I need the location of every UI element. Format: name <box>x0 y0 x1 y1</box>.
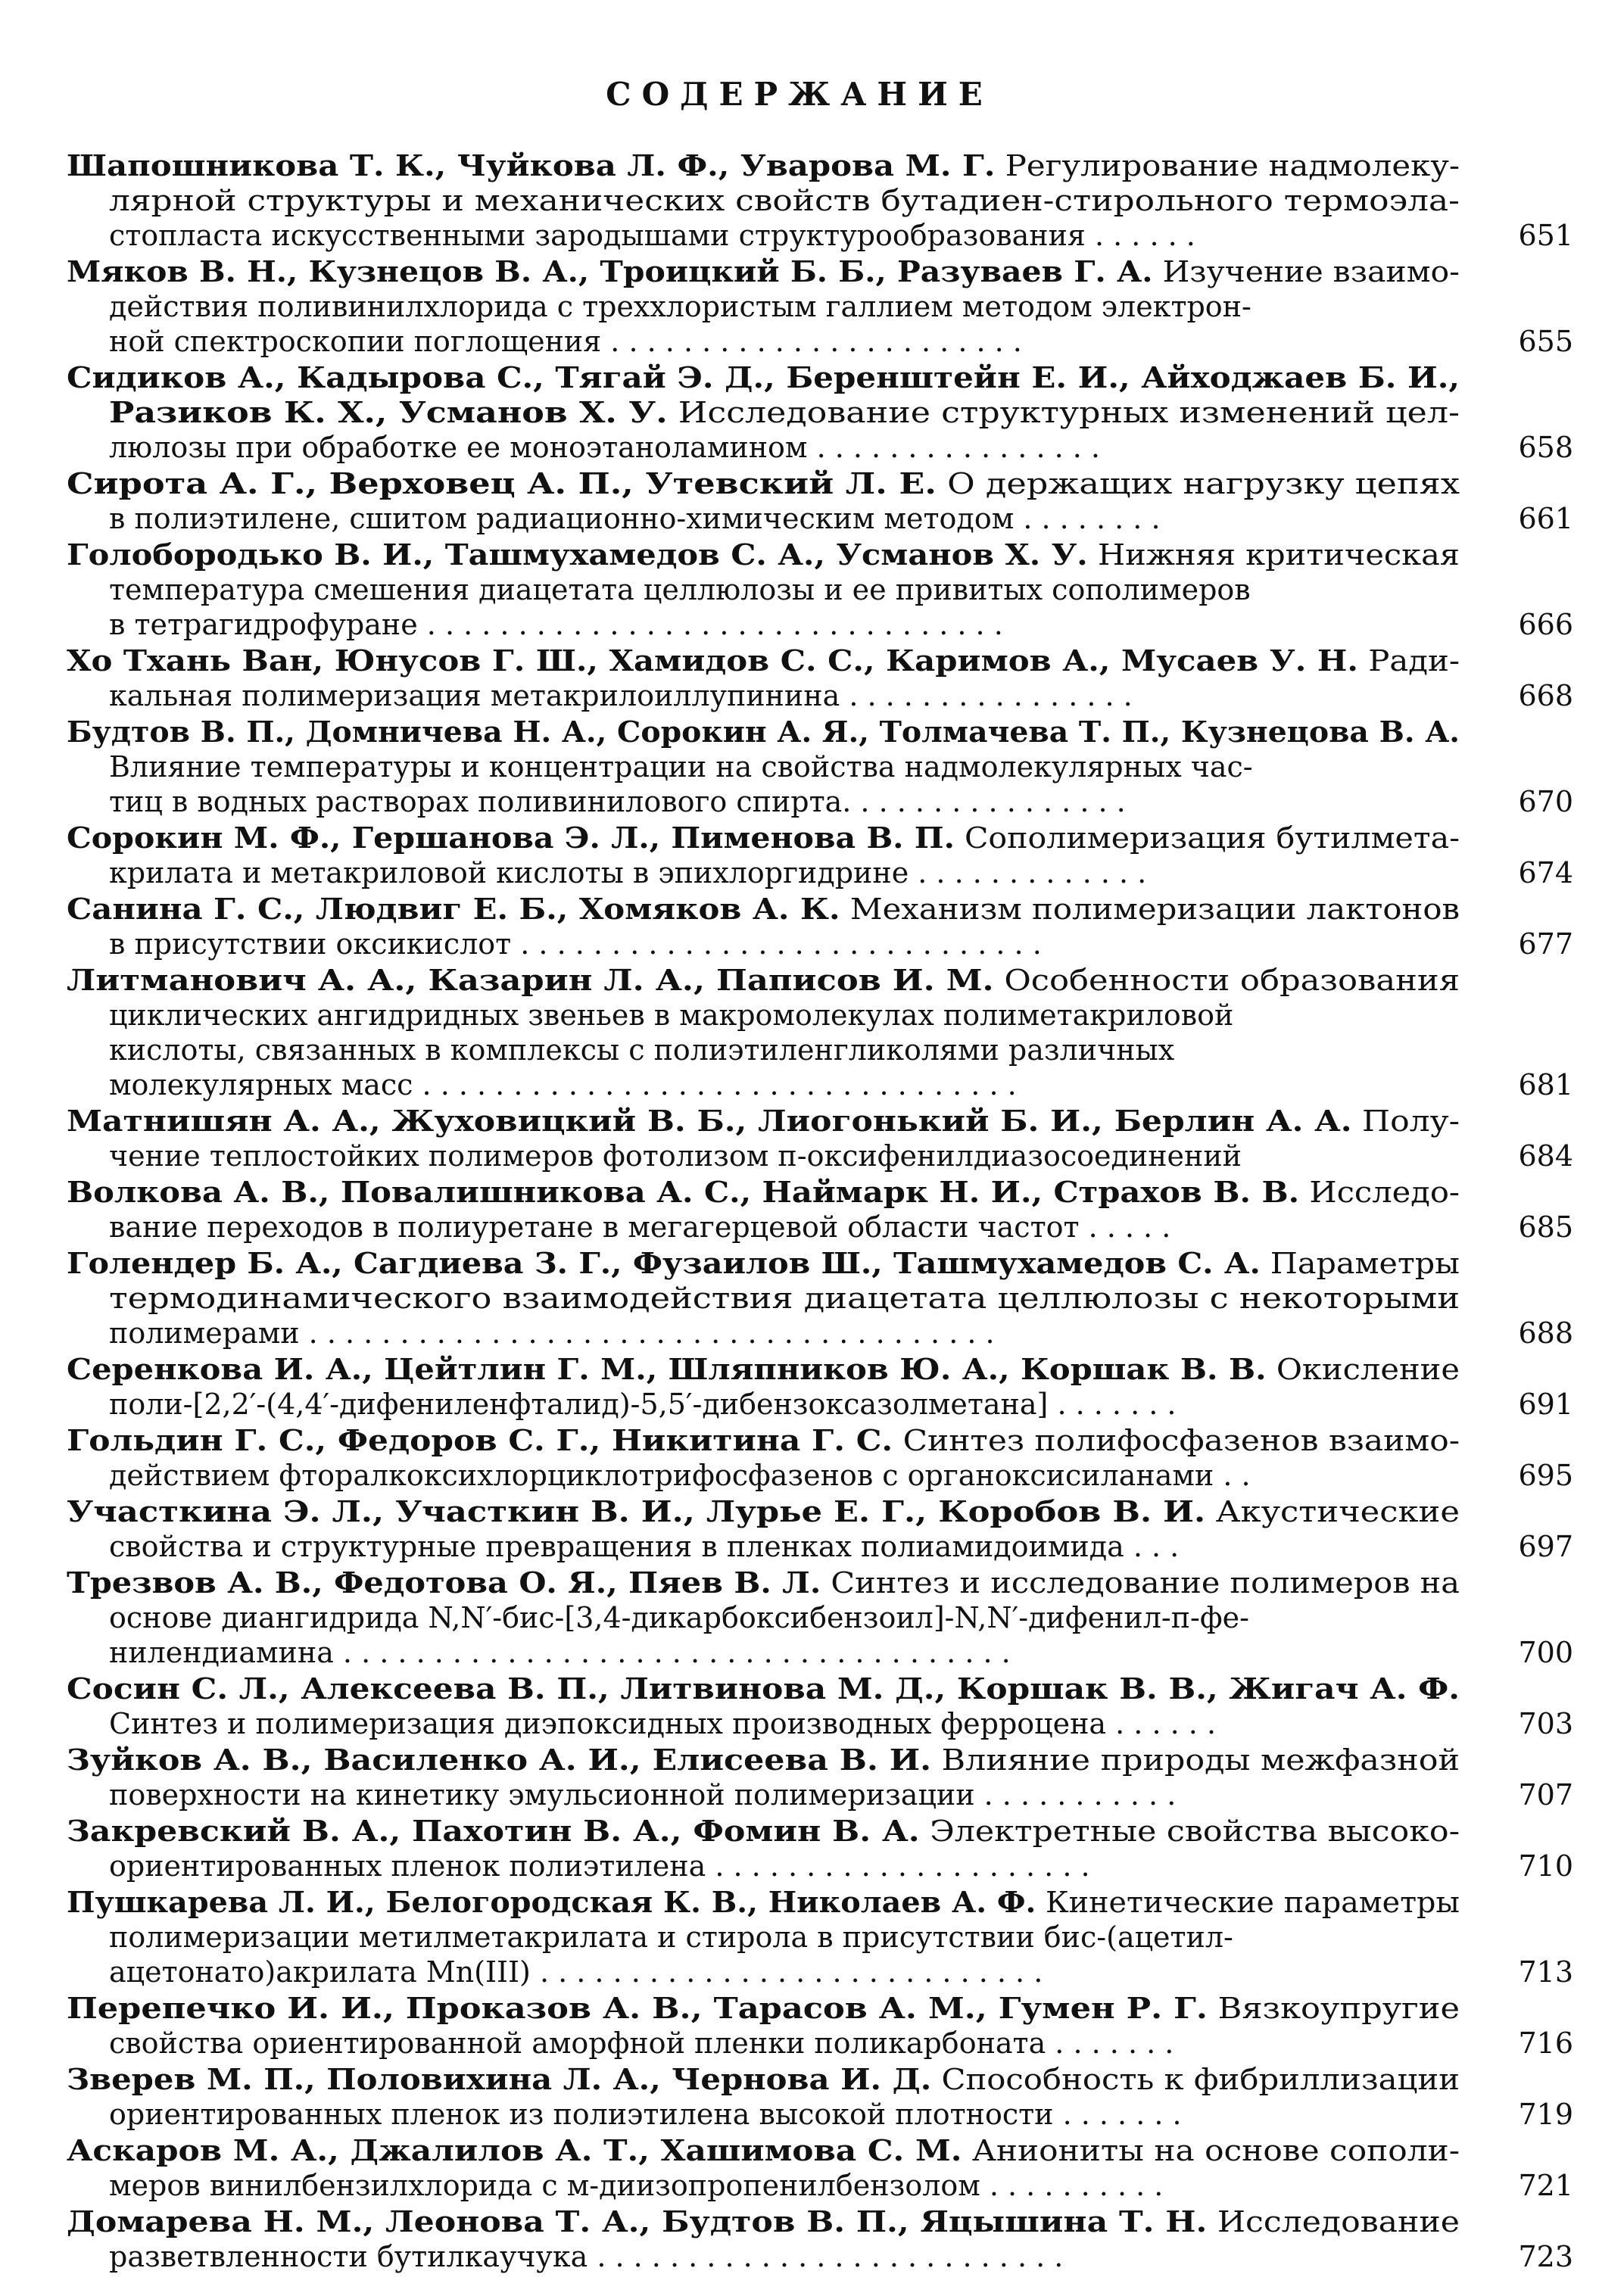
toc-entry-authors: Сидиков А., Кадырова С., Тягай Э. Д., Беренштейн Е. И., Айходжаев Б. И., <box>67 360 1460 394</box>
toc-entry-line-text <box>67 1494 1460 1529</box>
toc-entry-authors: Санина Г. С., Людвиг Е. Б., Хомяков А. К. <box>67 892 840 926</box>
toc-entry-line <box>67 678 1573 713</box>
toc-entry-title-text: температура смешения диацетата целлюлозы и ее привитых сополимеров <box>109 573 1251 606</box>
toc-entry-authors: Сорокин М. Ф., Гершанова Э. Л., Пименова В. П. <box>67 821 955 855</box>
toc-entry-line-text <box>109 1316 995 1350</box>
toc-entry-authors: Матнишян А. А., Жуховицкий В. Б., Лиогонький Б. И., Берлин А. А. <box>67 1104 1352 1138</box>
toc-entry <box>67 1565 1573 1670</box>
toc-entry-line-text <box>67 643 1460 678</box>
toc-page-number: 710 <box>1518 1849 1573 1883</box>
toc-entry-line <box>67 289 1573 324</box>
toc-entry-title-text: ной спектроскопии поглощения . . . . . . . . . . . . . . . . . . . . . . . <box>109 325 1022 358</box>
toc-entry-line <box>67 1743 1573 1777</box>
toc-entry-title-text: Механизм полимеризации лактонов <box>840 893 1460 926</box>
toc-entry-title-text: ориентированных пленок полиэтилена . . . . . . . . . . . . . . . . . . . . . <box>109 1849 1090 1883</box>
toc-entry-line <box>67 1458 1573 1493</box>
toc-entry-line <box>67 1352 1573 1387</box>
toc-entry-line-text <box>109 1281 1460 1316</box>
toc-entry-title-text: Кинетические параметры <box>1036 1886 1460 1919</box>
toc-entry-line <box>67 607 1573 642</box>
toc-entry-title-text: Влияние температуры и концентрации на свойства надмолекулярных час- <box>109 750 1253 784</box>
toc-entry-line-text <box>67 892 1460 927</box>
toc-entry-title-text: Акустические <box>1205 1495 1460 1528</box>
toc-entry-line <box>67 183 1573 218</box>
toc-entry-title-text: Синтез и полимеризация диэпоксидных производных ферроцена . . . . . . <box>109 1707 1217 1740</box>
toc-page-number: 707 <box>1518 1778 1573 1812</box>
toc-entry-line-text <box>67 2133 1460 2168</box>
toc-entry-line-text <box>67 1423 1460 1458</box>
toc-entry-line-text <box>109 1458 1251 1493</box>
toc-entry-line <box>67 537 1573 572</box>
toc-entry-line-text <box>67 1352 1460 1387</box>
toc-entry-authors: Зуйков А. В., Василенко А. И., Елисеева В. И. <box>67 1743 932 1777</box>
toc-entry-line <box>67 466 1573 501</box>
toc-entry <box>67 2133 1573 2203</box>
toc-entry-line <box>67 1600 1573 1635</box>
toc-entry-line-text <box>67 1104 1460 1139</box>
toc-entry-line <box>67 1175 1573 1210</box>
toc-entry-title-text: циклических ангидридных звеньев в макромолекулах полиметакриловой <box>109 998 1234 1032</box>
toc-entry-line-text <box>109 678 1133 713</box>
toc-entry-line-text <box>109 289 1251 324</box>
toc-entry-line <box>67 2026 1573 2061</box>
toc-page-number: 670 <box>1518 785 1573 818</box>
toc-entry-line <box>67 1955 1573 1989</box>
toc-page-number: 695 <box>1518 1459 1573 1492</box>
toc-entry <box>67 1246 1573 1350</box>
toc-entry-line-text <box>67 821 1460 855</box>
toc-entry-line-text <box>67 148 1460 183</box>
toc-entry-authors: Перепечко И. И., Проказов А. В., Тарасов А. М., Гумен Р. Г. <box>67 1991 1208 2025</box>
toc-entry <box>67 821 1573 890</box>
toc-entry-title-text: Исследо- <box>1299 1176 1460 1209</box>
toc-entry-line <box>67 1814 1573 1849</box>
toc-entry <box>67 892 1573 961</box>
toc-entry-line-text <box>109 927 1042 961</box>
toc-entry-line <box>67 218 1573 253</box>
toc-entry-line-text <box>109 1139 1242 1173</box>
toc-page-number: 674 <box>1518 856 1573 889</box>
toc-entry-line-text <box>109 2239 1063 2274</box>
toc-entry-title-text: кальная полимеризация метакрилоиллупинина . . . . . . . . . . . . . . . . <box>109 679 1133 712</box>
toc-entry-title-text: О держащих нагрузку цепях <box>936 467 1460 500</box>
toc-entry-line-text <box>109 855 1146 890</box>
toc-entry-line <box>67 784 1573 819</box>
toc-entry-line-text <box>67 360 1460 395</box>
toc-entry-line <box>67 430 1573 465</box>
toc-entry-line <box>67 254 1573 289</box>
toc-entry-authors: Закревский В. А., Пахотин В. А., Фомин В. А. <box>67 1814 920 1848</box>
toc-entry <box>67 2062 1573 2132</box>
toc-entry-line-text <box>109 1955 1043 1989</box>
toc-entry-line <box>67 501 1573 536</box>
toc-page-number: 651 <box>1518 219 1573 252</box>
toc-entry-title-text: нилендиамина . . . . . . . . . . . . . . . . . . . . . . . . . . . . . . . . . . . . . <box>109 1636 1011 1669</box>
toc-entry-title-text: поверхности на кинетику эмульсионной полимеризации . . . . . . . . . . . <box>109 1778 1177 1812</box>
toc-entry-authors: Гольдин Г. С., Федоров С. Г., Никитина Г. С. <box>67 1423 893 1457</box>
toc-entry-title-text: люлозы при обработке ее моноэтаноламином . . . . . . . . . . . . . . . . <box>109 431 1101 464</box>
toc-entry-line <box>67 324 1573 359</box>
toc-page-number: 691 <box>1518 1388 1573 1421</box>
toc-entry-line-text <box>109 501 1161 536</box>
toc-entry-title-text: молекулярных масс . . . . . . . . . . . . . . . . . . . . . . . . . . . . . . . . . <box>109 1068 1017 1101</box>
toc-entry <box>67 1885 1573 1989</box>
toc-entry-line <box>67 1849 1573 1883</box>
toc-page-number: 684 <box>1518 1139 1573 1173</box>
toc-entry-line <box>67 927 1573 961</box>
toc-entry-title-text: вание переходов в полиуретане в мегагерцевой области частот . . . . . <box>109 1210 1171 1244</box>
toc-entry <box>67 963 1573 1102</box>
toc-entry-line <box>67 2239 1573 2274</box>
toc-entry-line-text <box>67 1814 1460 1849</box>
toc-entry-authors: Сосин С. Л., Алексеева В. П., Литвинова М. Д., Коршак В. В., Жигач А. Ф. <box>67 1671 1460 1706</box>
toc-entry-title-text: лярной структуры и механических свойств бутадиен-стирольного термоэла- <box>109 184 1460 217</box>
toc-entry <box>67 466 1573 536</box>
toc-entry-line <box>67 855 1573 890</box>
toc-entry-line-text <box>109 430 1100 465</box>
toc-entry-authors: Мяков В. Н., Кузнецов В. А., Троицкий Б. Б., Разуваев Г. А. <box>67 254 1153 288</box>
toc-entry-title-text: свойства ориентированной аморфной пленки поликарбоната . . . . . . . <box>109 2027 1174 2060</box>
toc-entry-title-text: Полу- <box>1351 1104 1460 1138</box>
toc-entry <box>67 1352 1573 1422</box>
toc-entry-line <box>67 1494 1573 1529</box>
toc-entry-authors: Голобородько В. И., Ташмухамедов С. А., Усманов Х. У. <box>67 537 1088 572</box>
toc-entry-title-text: в полиэтилене, сшитом радиационно-химическим методом . . . . . . . . <box>109 502 1161 535</box>
toc-entry-line <box>67 1777 1573 1812</box>
toc-page-number: 713 <box>1518 1955 1573 1989</box>
toc-page-number: 681 <box>1518 1068 1573 1101</box>
toc-entry-title-text: Способность к фибриллизации <box>931 2063 1460 2096</box>
toc-entry <box>67 537 1573 642</box>
toc-entry-authors: Разиков К. Х., Усманов Х. У. <box>109 395 668 429</box>
toc-entry-line-text <box>67 1743 1460 1777</box>
toc-entry-line-text <box>109 2097 1182 2132</box>
toc-entry-authors: Будтов В. П., Домничева Н. А., Сорокин А. Я., Толмачева Т. П., Кузнецова В. А. <box>67 715 1460 749</box>
toc-entry-line <box>67 1281 1573 1316</box>
toc-entry-line-text <box>109 183 1460 218</box>
toc-entry-title-text: действия поливинилхлорида с треххлористым галлием методом электрон- <box>109 290 1251 323</box>
toc-entry-line <box>67 360 1573 395</box>
toc-entry-title-text: ацетонато)акрилата Mn(III) . . . . . . . . . . . . . . . . . . . . . . . . . . . . <box>109 1955 1043 1989</box>
toc-entry-line <box>67 963 1573 998</box>
toc-entry-line <box>67 2133 1573 2168</box>
toc-entry-title-text: Аниониты на основе сополи- <box>962 2134 1460 2167</box>
toc-entry-line <box>67 1104 1573 1139</box>
toc-entry-line <box>67 1139 1573 1173</box>
toc-entry-title-text: разветвленности бутилкаучука . . . . . . . . . . . . . . . . . . . . . . . . . . <box>109 2240 1064 2273</box>
toc-entry-line-text <box>67 2062 1460 2097</box>
toc-entry-line-text <box>109 2168 1163 2203</box>
toc-entry-title-text: Изучение взаимо- <box>1152 255 1460 288</box>
toc-entry-line <box>67 1316 1573 1350</box>
toc-page-number: 677 <box>1518 927 1573 961</box>
toc-entry-authors: Участкина Э. Л., Участкин В. И., Лурье Е. Г., Коробов В. И. <box>67 1494 1206 1528</box>
toc-entry-line-text <box>67 1175 1460 1210</box>
toc-entry-line-text <box>109 572 1251 607</box>
toc-entry-line-text <box>109 1529 1179 1564</box>
toc-entry-title-text: Сополимеризация бутилмета- <box>954 821 1460 855</box>
toc-page-number: 666 <box>1518 608 1573 641</box>
toc-entry-title-text: полимерами . . . . . . . . . . . . . . . . . . . . . . . . . . . . . . . . . . . . . . <box>109 1316 995 1350</box>
toc-entry-line-text <box>109 1033 1174 1067</box>
toc-entry-line <box>67 643 1573 678</box>
toc-entry <box>67 1991 1573 2061</box>
toc-entry-title-text: в присутствии оксикислот . . . . . . . . . . . . . . . . . . . . . . . . . . . . . <box>109 927 1042 961</box>
toc-entry-line <box>67 1067 1573 1102</box>
toc-entry-title-text: действием фторалкоксихлорциклотрифосфазенов с органоксисиланами . . <box>109 1459 1251 1492</box>
toc-entry-line <box>67 821 1573 855</box>
toc-entry-title-text: Параметры <box>1260 1247 1460 1280</box>
toc-entry-line-text <box>67 963 1460 998</box>
toc-entry-line <box>67 998 1573 1033</box>
toc-entry-line <box>67 1991 1573 2026</box>
toc-entry-line-text <box>109 998 1233 1033</box>
toc-entry-title-text: Синтез и исследование полимеров на <box>821 1566 1460 1600</box>
toc-entry-line-text <box>109 1067 1017 1102</box>
toc-entry-line-text <box>109 1777 1176 1812</box>
toc-entry-line <box>67 2204 1573 2239</box>
toc-entry-title-text: полимеризации метилметакрилата и стирола в присутствии бис-(ацетил- <box>109 1921 1233 1954</box>
toc-entry-authors: Литманович А. А., Казарин Л. А., Паписов И. М. <box>67 963 994 997</box>
toc-entry-line-text <box>109 607 1003 642</box>
toc-entry-line <box>67 572 1573 607</box>
toc-entry-line-text <box>109 395 1460 430</box>
toc-entry-title-text: меров винилбензилхлорида с м-диизопропенилбензолом . . . . . . . . . . <box>109 2169 1164 2202</box>
toc-entry-title-text: Нижняя критическая <box>1087 538 1460 572</box>
toc-entry-title-text: Исследование структурных изменений цел- <box>667 396 1460 429</box>
toc-entry <box>67 254 1573 359</box>
toc-entry-line <box>67 1565 1573 1600</box>
toc-entry-authors: Шапошникова Т. К., Чуйкова Л. Ф., Уварова М. Г. <box>67 148 996 182</box>
toc-entry-title-text: основе диангидрида N,N′-бис-[3,4-дикарбоксибензоил]-N,N′-дифенил-п-фе- <box>109 1601 1249 1634</box>
toc-entry-title-text: Особенности образования <box>993 964 1460 997</box>
toc-entry-line-text <box>109 1706 1216 1741</box>
toc-entry-line <box>67 1210 1573 1245</box>
toc-entry-line-text <box>67 254 1460 289</box>
toc-page-number: 661 <box>1518 502 1573 535</box>
toc-entry-authors: Волкова А. В., Повалишникова А. С., Наймарк Н. И., Страхов В. В. <box>67 1175 1300 1209</box>
toc-entry-line <box>67 1387 1573 1422</box>
toc-entry-line <box>67 395 1573 430</box>
toc-entry-line <box>67 1246 1573 1281</box>
toc-entry-authors: Голендер Б. А., Сагдиева З. Г., Фузаилов Ш., Ташмухамедов С. А. <box>67 1246 1261 1280</box>
toc-entry-authors: Зверев М. П., Половихина Л. А., Чернова И. Д. <box>67 2062 932 2096</box>
toc-entry-line-text <box>67 715 1460 749</box>
toc-page-number: 700 <box>1518 1636 1573 1669</box>
toc-page-number: 688 <box>1518 1316 1573 1350</box>
toc-entry-title-text: Окисление <box>1266 1353 1460 1386</box>
toc-entry-title-text: Электретные свойства высоко- <box>919 1815 1460 1848</box>
toc-page-number: 703 <box>1518 1707 1573 1740</box>
toc-entry-authors: Сирота А. Г., Верховец А. П., Утевский Л. Е. <box>67 466 937 500</box>
toc-entry <box>67 1671 1573 1741</box>
toc-entry-line <box>67 1706 1573 1741</box>
toc-entry <box>67 715 1573 819</box>
toc-page-number: 655 <box>1518 325 1573 358</box>
toc-entry-title-text: Синтез полифосфазенов взаимо- <box>893 1424 1460 1457</box>
toc-entry-line-text <box>67 1991 1460 2026</box>
toc-entry-title-text: Ради- <box>1357 644 1460 678</box>
toc-page-number: 719 <box>1518 2098 1573 2131</box>
toc-entry-line <box>67 148 1573 183</box>
toc-entry-line-text <box>67 2204 1460 2239</box>
toc-entry-title-text: Регулирование надмолеку- <box>995 149 1460 182</box>
toc-page-number: 721 <box>1518 2169 1573 2202</box>
toc-entry-line <box>67 2062 1573 2097</box>
toc-entry-line-text <box>67 537 1460 572</box>
toc-entry-title-text: стопласта искусственными зародышами структурообразования . . . . . . <box>109 219 1195 252</box>
toc-entry-title-text: ориентированных пленок из полиэтилена высокой плотности . . . . . . . <box>109 2098 1182 2131</box>
toc-entry-line-text <box>109 2026 1174 2061</box>
toc-entry-authors: Хо Тхань Ван, Юнусов Г. Ш., Хамидов С. С., Каримов А., Мусаев У. Н. <box>67 643 1358 678</box>
toc-entry-authors: Аскаров М. А., Джалилов А. Т., Хашимова С. М. <box>67 2133 962 2167</box>
toc-entry-authors: Трезвов А. В., Федотова О. Я., Пяев В. Л. <box>67 1565 821 1600</box>
toc-entry-line <box>67 1635 1573 1670</box>
toc-entry-title-text: в тетрагидрофуране . . . . . . . . . . . . . . . . . . . . . . . . . . . . . . . . <box>109 608 1003 641</box>
toc-entry <box>67 1423 1573 1493</box>
toc-entry-line-text <box>109 1849 1090 1883</box>
toc-entry-title-text: чение теплостойких полимеров фотолизом п-оксифенилдиазосоединений <box>109 1139 1242 1173</box>
toc-entry-line-text <box>109 749 1253 784</box>
toc-entry-authors: Серенкова И. А., Цейтлин Г. М., Шляпников Ю. А., Коршак В. В. <box>67 1352 1267 1386</box>
toc-entry-title-text: Влияние природы межфазной <box>931 1743 1460 1777</box>
toc-entry-line <box>67 1885 1573 1920</box>
toc-entry-line <box>67 749 1573 784</box>
toc-entry-line-text <box>67 1885 1460 1920</box>
toc-entry-line-text <box>67 466 1460 501</box>
toc-entry <box>67 1175 1573 1245</box>
toc-page-number: 658 <box>1518 431 1573 464</box>
toc-page-number: 697 <box>1518 1530 1573 1563</box>
toc-entry-line-text <box>109 1600 1249 1635</box>
toc-entry-line-text <box>109 784 1126 819</box>
toc-entry <box>67 148 1573 253</box>
toc-entry-title-text: Исследование <box>1207 2205 1460 2238</box>
toc-entry-title-text: крилата и метакриловой кислоты в эпихлоргидрине . . . . . . . . . . . . . <box>109 856 1147 889</box>
toc-entry-line-text <box>109 324 1022 359</box>
toc-entry-title-text: поли-[2,2′-(4,4′-дифениленфталид)-5,5′-дибензоксазолметана] . . . . . . . <box>109 1388 1177 1421</box>
toc-page-number: 716 <box>1518 2027 1573 2060</box>
toc-entry-title-text: свойства и структурные превращения в пленках полиамидоимида . . . <box>109 1530 1180 1563</box>
toc-entry-title-text: кислоты, связанных в комплексы с полиэтиленгликолями различных <box>109 1033 1175 1067</box>
toc-entry-line-text <box>109 1210 1170 1245</box>
toc-entry-authors: Пушкарева Л. И., Белогородская К. В., Николаев А. Ф. <box>67 1885 1036 1919</box>
toc-entry-line <box>67 1423 1573 1458</box>
toc-entry <box>67 1104 1573 1173</box>
toc-entry-title-text: термодинамического взаимодействия диацетата целлюлозы с некоторыми <box>109 1282 1460 1315</box>
toc-page-number: 685 <box>1518 1210 1573 1244</box>
toc-entry <box>67 2204 1573 2274</box>
toc-entry-line <box>67 892 1573 927</box>
toc-entry-line-text <box>109 1635 1011 1670</box>
toc-heading: СОДЕРЖАНИЕ <box>606 76 993 113</box>
toc-entry <box>67 1743 1573 1812</box>
toc-entry-line <box>67 2097 1573 2132</box>
toc-entry-line <box>67 1671 1573 1706</box>
toc-entry <box>67 360 1573 465</box>
toc-entry-line-text <box>67 1671 1460 1706</box>
toc-entry-line <box>67 1529 1573 1564</box>
toc-entry <box>67 1814 1573 1883</box>
toc-entry-line-text <box>67 1246 1460 1281</box>
toc-entry-line <box>67 715 1573 749</box>
toc-entry-line-text <box>109 1387 1176 1422</box>
toc-entry-line <box>67 2168 1573 2203</box>
toc-entry <box>67 643 1573 713</box>
toc-entry-line-text <box>67 1565 1460 1600</box>
toc-page-number: 668 <box>1518 679 1573 712</box>
toc-entry-line-text <box>109 1920 1233 1955</box>
toc-entry-title-text: Вязкоупругие <box>1207 1992 1460 2025</box>
toc-entry-line <box>67 1920 1573 1955</box>
toc-entry-authors: Домарева Н. М., Леонова Т. А., Будтов В. П., Яцышина Т. Н. <box>67 2204 1208 2238</box>
toc-page-number: 723 <box>1518 2240 1573 2273</box>
toc-entry <box>67 1494 1573 1564</box>
toc-entry-line <box>67 1033 1573 1067</box>
toc-entry-line-text <box>109 218 1195 253</box>
toc-entry-title-text: тиц в водных растворах поливинилового спирта. . . . . . . . . . . . . . . . <box>109 785 1126 818</box>
